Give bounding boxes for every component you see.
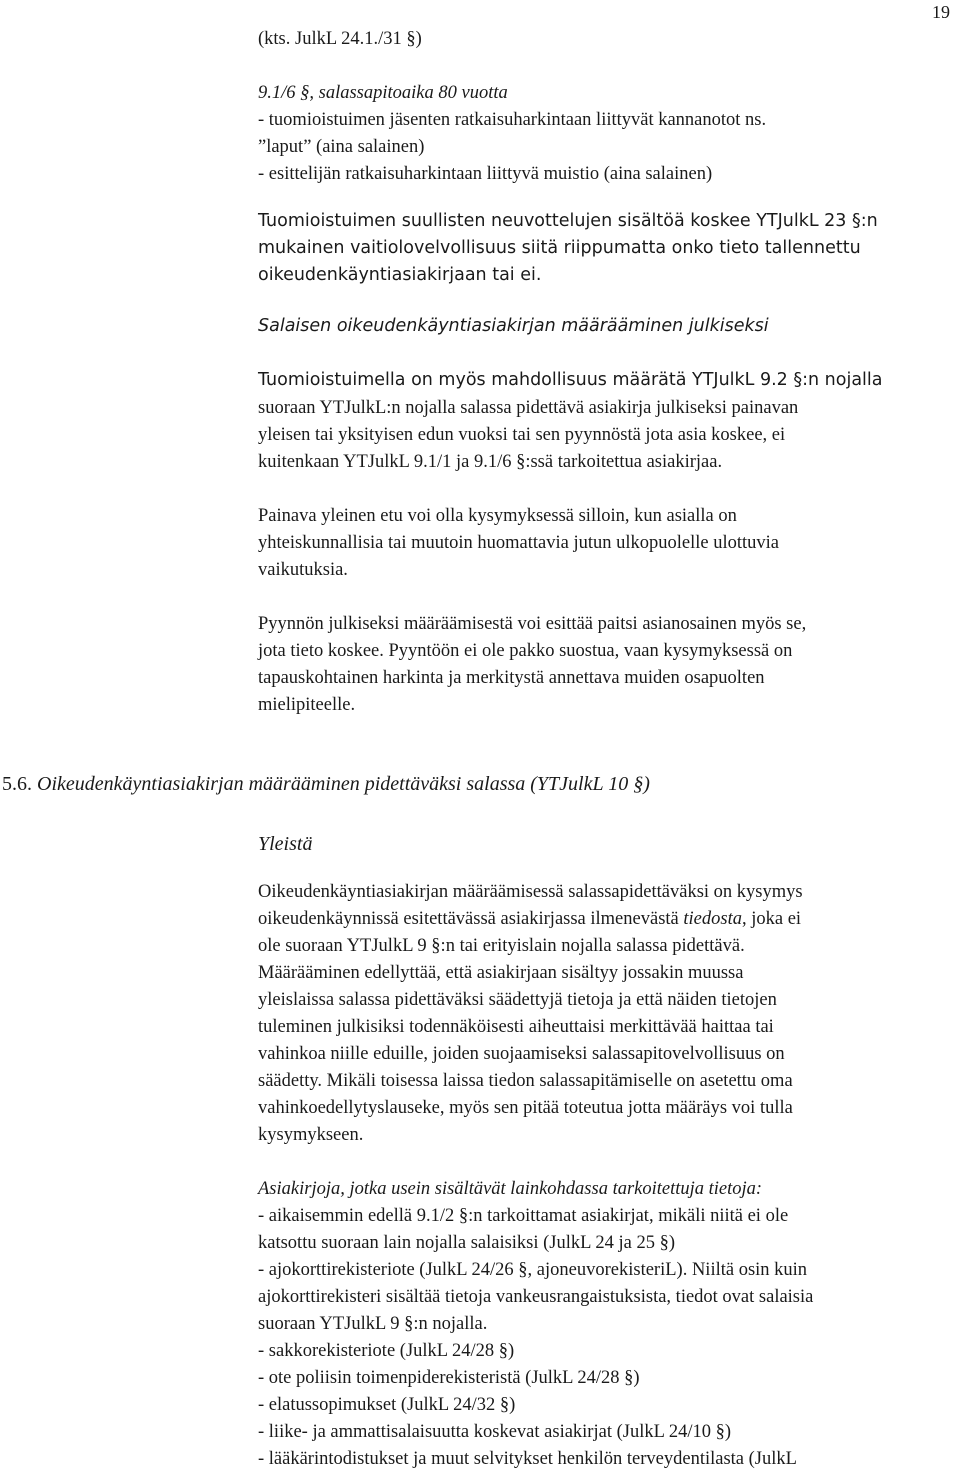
list-item: - aikaisemmin edellä 9.1/2 §:n tarkoittamat asiakirjat, mikäli niitä ei ole — [258, 1206, 789, 1226]
paragraph-line: säädetty. Mikäli toisessa laissa tiedon salassapitämiselle on asetettu oma — [258, 1071, 793, 1091]
paragraph-line: suoraan YTJulkL:n nojalla salassa pidettävä asiakirja julkiseksi painavan — [258, 398, 799, 418]
paragraph-line: yhteiskunnallisia tai muutoin huomattavia jutun ulkopuolelle ulottuvia — [258, 533, 780, 553]
paragraph-line: tuleminen julkisiksi todennäköisesti aiheuttaisi merkittävää haittaa tai — [258, 1017, 774, 1037]
list-item: - sakkorekisteriote (JulkL 24/28 §) — [258, 1341, 515, 1361]
retention-heading: 9.1/6 §, salassapitoaika 80 vuotta — [258, 83, 508, 103]
list-item: - tuomioistuimen jäsenten ratkaisuharkintaan liittyvät kannanotot ns. — [258, 110, 767, 130]
subsection-heading: Salaisen oikeudenkäyntiasiakirjan määrääminen julkiseksi — [258, 316, 769, 336]
paragraph-line: Määrääminen edellyttää, että asiakirjaan sisältyy jossakin muussa — [258, 963, 744, 983]
paragraph-line: yleisen tai yksityisen edun vuoksi tai sen pyynnöstä jota asia koskee, ei — [258, 425, 786, 445]
paragraph-line: oikeudenkäyntiasiakirjaan tai ei. — [258, 265, 542, 285]
list-item: - ajokorttirekisteriote (JulkL 24/26 §, ajoneuvorekisteriL). Niiltä osin kuin — [258, 1260, 808, 1280]
list-item: - lääkärintodistukset ja muut selvitykset henkilön terveydentilasta (JulkL — [258, 1449, 797, 1469]
list-item: - ote poliisin toimenpiderekisteristä (JulkL 24/28 §) — [258, 1368, 640, 1388]
reference-line: (kts. JulkL 24.1./31 §) — [258, 29, 422, 49]
subsection-heading: Yleistä — [258, 833, 313, 855]
paragraph-line: kysymykseen. — [258, 1125, 364, 1145]
paragraph-line: Tuomioistuimen suullisten neuvottelujen sisältöä koskee YTJulkL 23 §:n — [258, 211, 878, 231]
paragraph-line: vaikutuksia. — [258, 560, 348, 580]
text-span: , joka ei — [741, 909, 802, 929]
paragraph-line: mielipiteelle. — [258, 695, 356, 715]
paragraph-line: mukainen vaitiolovelvollisuus siitä riippumatta onko tieto tallennettu — [258, 238, 861, 258]
list-item: - elatussopimukset (JulkL 24/32 §) — [258, 1395, 516, 1415]
paragraph-line: Oikeudenkäyntiasiakirjan määräämisessä salassapidettäväksi on kysymys — [258, 882, 803, 902]
paragraph-line: kuitenkaan YTJulkL 9.1/1 ja 9.1/6 §:ssä tarkoitettua asiakirjaa. — [258, 452, 723, 472]
section-number: 5.6. — [2, 773, 32, 795]
paragraph-line: tapauskohtainen harkinta ja merkitystä annettava muiden osapuolten — [258, 668, 765, 688]
paragraph-line: Pyynnön julkiseksi määräämisestä voi esittää paitsi asianosainen myös se, — [258, 614, 807, 634]
list-item: ajokorttirekisteri sisältää tietoja vankeusrangaistuksista, tiedot ovat salaisia — [258, 1287, 814, 1307]
paragraph-line: yleislaissa salassa pidettäväksi säädettyjä tietoja ja että näiden tietojen — [258, 990, 777, 1010]
paragraph-line: vahinkoedellytyslauseke, myös sen pitää toteutua jotta määräys voi tulla — [258, 1098, 793, 1118]
text-span: oikeudenkäynnissä esitettävässä asiakirjassa ilmenevästä — [258, 909, 684, 929]
paragraph-line: ole suoraan YTJulkL 9 §:n tai erityislain nojalla salassa pidettävä. — [258, 936, 745, 956]
paragraph-line: Tuomioistuimella on myös mahdollisuus määrätä YTJulkL 9.2 §:n nojalla — [258, 370, 883, 390]
list-item: ”laput” (aina salainen) — [258, 137, 425, 157]
list-item: suoraan YTJulkL 9 §:n nojalla. — [258, 1314, 488, 1334]
paragraph-line: vahinkoa niille eduille, joiden suojaamiseksi salassapitovelvollisuus on — [258, 1044, 785, 1064]
section-title: Oikeudenkäyntiasiakirjan määrääminen pidettäväksi salassa (YTJulkL 10 §) — [37, 773, 650, 795]
section-heading — [2, 774, 650, 794]
paragraph-line: jota tieto koskee. Pyyntöön ei ole pakko suostua, vaan kysymyksessä on — [258, 641, 793, 661]
paragraph-line: Painava yleinen etu voi olla kysymyksessä silloin, kun asialla on — [258, 506, 737, 526]
subsection-heading: Asiakirjoja, jotka usein sisältävät lainkohdassa tarkoitettuja tietoja: — [258, 1179, 763, 1199]
list-item: - esittelijän ratkaisuharkintaan liittyvä muistio (aina salainen) — [258, 164, 713, 184]
list-item: katsottu suoraan lain nojalla salaisiksi (JulkL 24 ja 25 §) — [258, 1233, 676, 1253]
emphasis-text: tiedosta — [683, 909, 742, 929]
paragraph-line — [258, 910, 801, 929]
list-item: - liike- ja ammattisalaisuutta koskevat asiakirjat (JulkL 24/10 §) — [258, 1422, 731, 1442]
page-number: 19 — [932, 2, 950, 22]
